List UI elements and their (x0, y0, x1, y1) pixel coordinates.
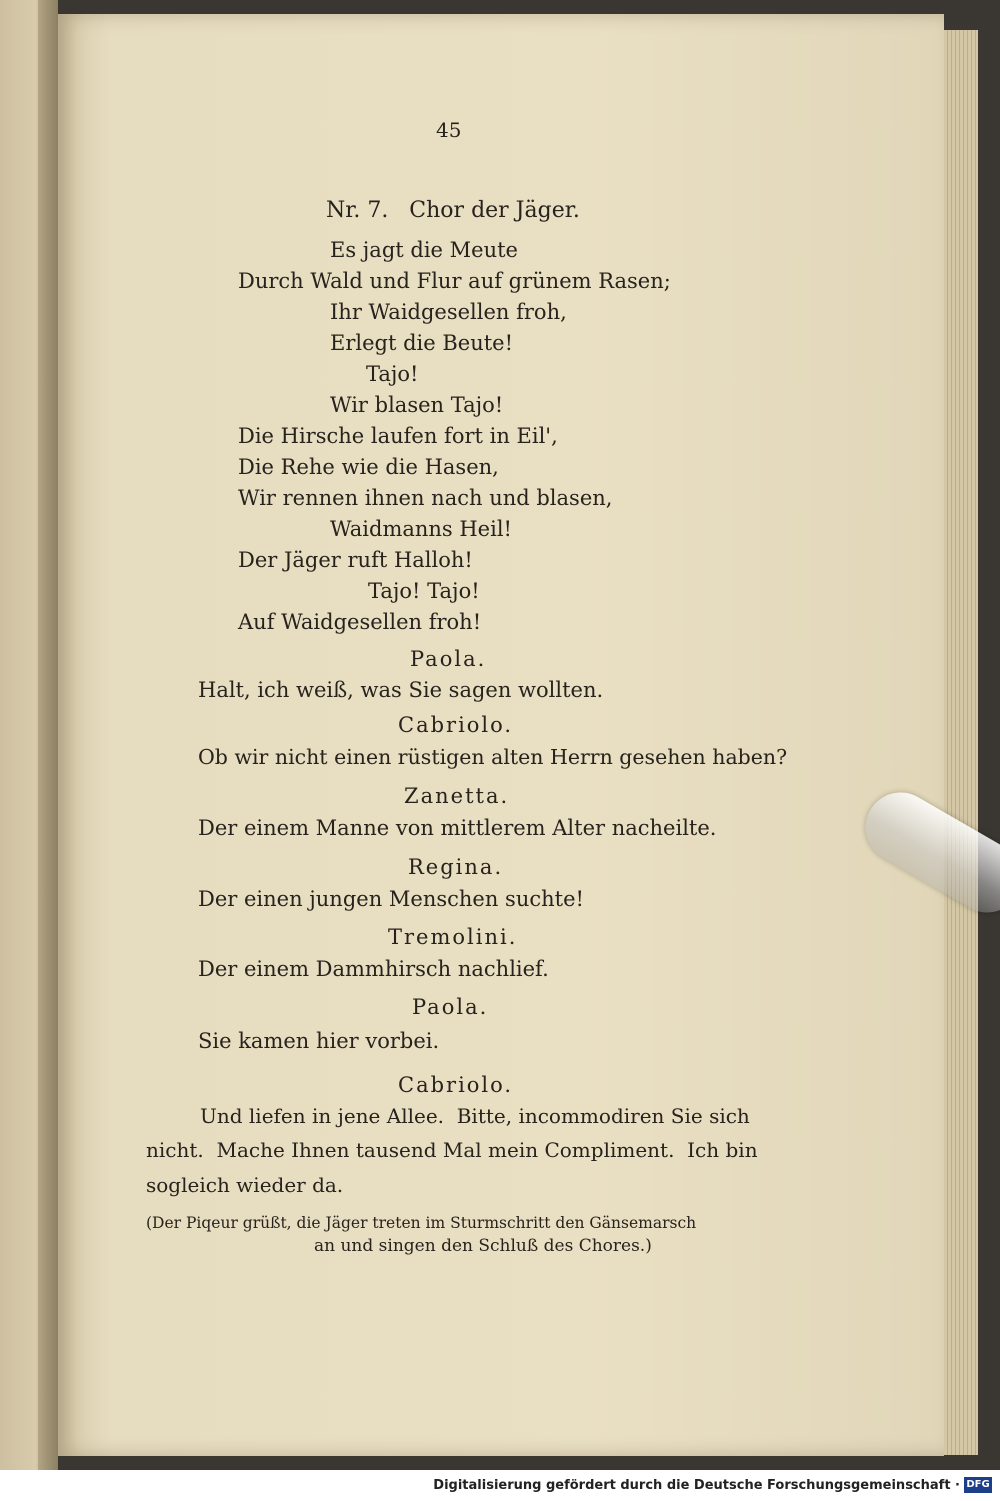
song-line: Auf Waidgesellen froh! (238, 610, 482, 634)
speaker-name: Regina. (408, 855, 504, 879)
song-line: Wir rennen ihnen nach und blasen, (238, 486, 613, 510)
song-line: Tajo! (366, 362, 419, 386)
stage-direction: an und singen den Schluß des Chores.) (314, 1236, 652, 1256)
dialogue-line: Halt, ich weiß, was Sie sagen wollten. (198, 678, 604, 702)
dialogue-line: Der einem Manne von mittlerem Alter nacheilte. (198, 816, 717, 840)
song-line: Es jagt die Meute (330, 238, 518, 262)
song-line: Durch Wald und Flur auf grünem Rasen; (238, 269, 671, 293)
book-gutter (38, 0, 58, 1470)
speaker-name: Zanetta. (404, 784, 510, 808)
stage-direction: (Der Piqeur grüßt, die Jäger treten im Sturmschritt den Gänsemarsch (146, 1214, 697, 1232)
dialogue-line: nicht. Mache Ihnen tausend Mal mein Compliment. Ich bin (146, 1138, 758, 1162)
speaker-name: Tremolini. (388, 925, 518, 949)
dialogue-line: Der einem Dammhirsch nachlief. (198, 957, 549, 981)
digitization-credit: Digitalisierung gefördert durch die Deutsche Forschungsgemeinschaft · (433, 1478, 960, 1493)
song-line: Ihr Waidgesellen froh, (330, 300, 567, 324)
speaker-name: Cabriolo. (398, 713, 514, 737)
chorus-heading: Nr. 7. Chor der Jäger. (326, 198, 580, 223)
dialogue-line: Und liefen in jene Allee. Bitte, incommodiren Sie sich (200, 1104, 750, 1128)
dialogue-line: Der einen jungen Menschen suchte! (198, 887, 584, 911)
speaker-name: Cabriolo. (398, 1073, 514, 1097)
song-line: Tajo! Tajo! (368, 579, 480, 603)
song-line: Waidmanns Heil! (330, 517, 512, 541)
speaker-name: Paola. (410, 647, 487, 671)
dialogue-line: Sie kamen hier vorbei. (198, 1029, 440, 1053)
speaker-name: Paola. (412, 995, 489, 1019)
song-line: Erlegt die Beute! (330, 331, 514, 355)
page-stack-edge (944, 30, 978, 1455)
song-line: Die Hirsche laufen fort in Eil', (238, 424, 558, 448)
page-number: 45 (436, 118, 462, 142)
song-line: Der Jäger ruft Halloh! (238, 548, 473, 572)
song-line: Die Rehe wie die Hasen, (238, 455, 499, 479)
song-line: Wir blasen Tajo! (330, 393, 504, 417)
dfg-logo: DFG (964, 1477, 992, 1493)
dialogue-line: sogleich wieder da. (146, 1173, 344, 1197)
dialogue-line: Ob wir nicht einen rüstigen alten Herrn gesehen haben? (198, 745, 788, 769)
